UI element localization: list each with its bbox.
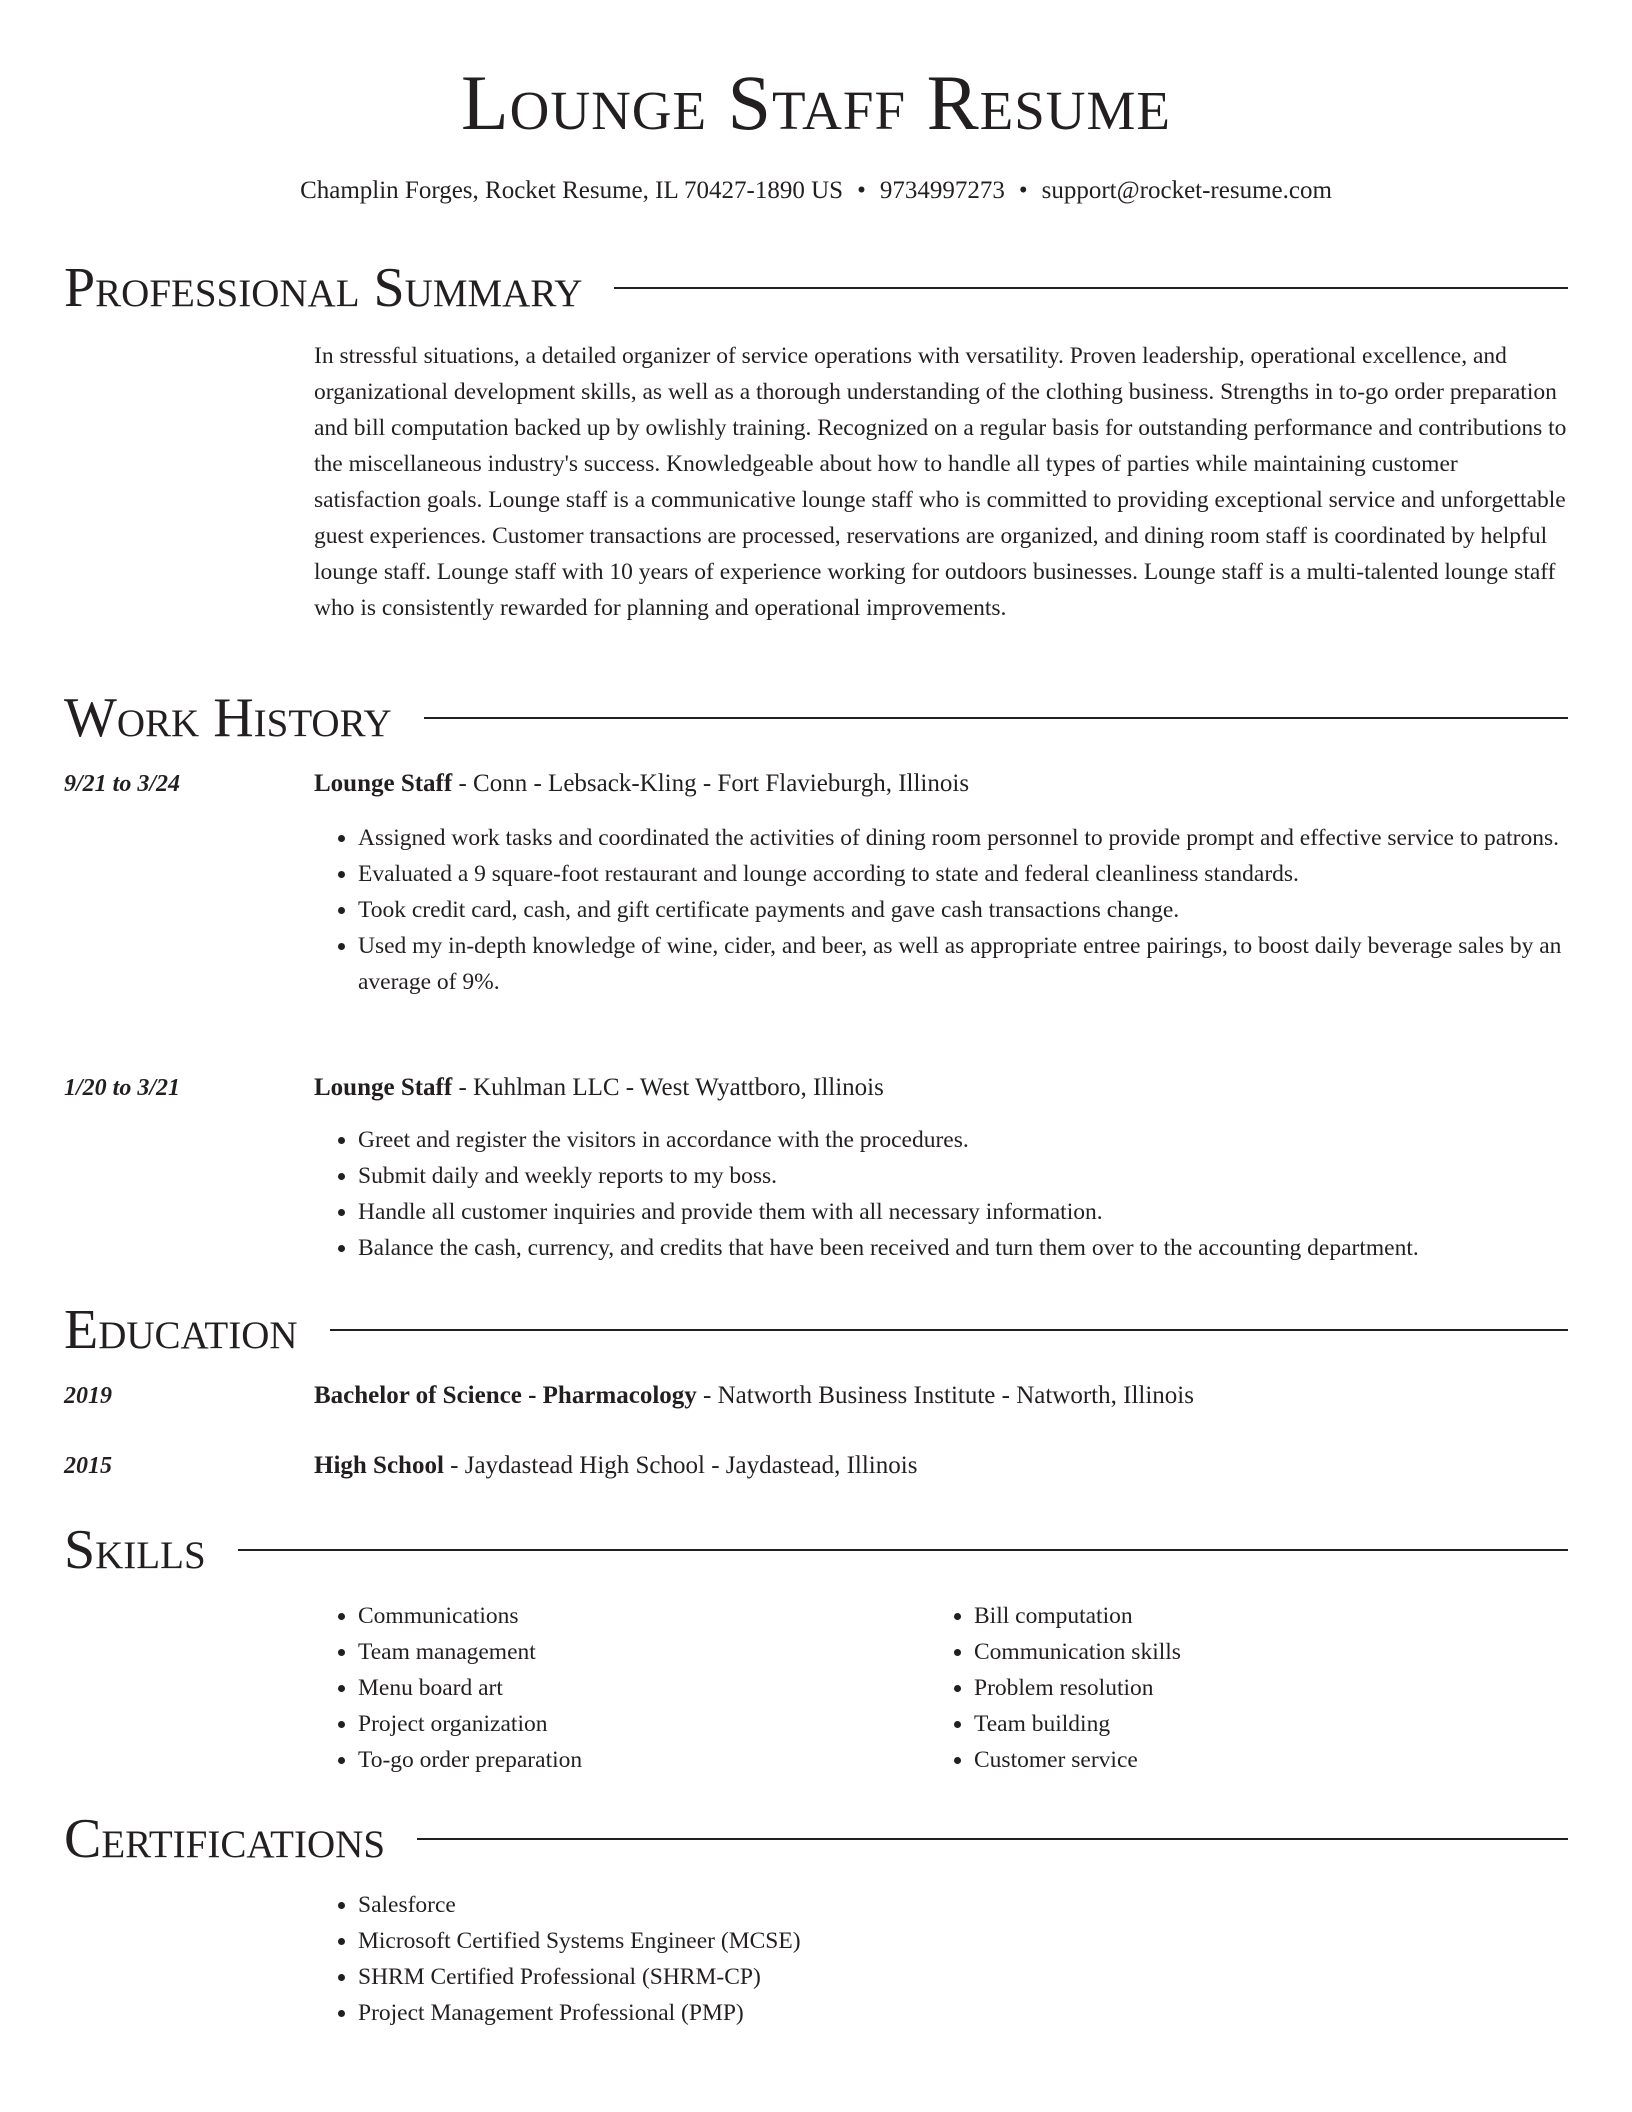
summary-body — [314, 338, 1568, 626]
job-entry — [64, 1070, 1568, 1280]
skill-item: • Customer service — [974, 1742, 1534, 1778]
section-divider — [424, 717, 1568, 719]
education-year: 2019 — [64, 1383, 112, 1409]
education-degree: Bachelor of Science - Pharmacology — [314, 1382, 697, 1409]
list-item: • Used my in-depth knowledge of wine, cider, and beer, as well as appropriate entree pairings, to boost daily beverage sales by an average of 9%. — [358, 928, 1568, 1000]
skills-list-left — [314, 1598, 918, 1778]
job-title: Lounge Staff — [314, 1074, 453, 1101]
skill-item: • Project organization — [358, 1706, 918, 1742]
skill-item: • Communication skills — [974, 1634, 1534, 1670]
education-details: - Jaydastead High School - Jaydastead, Illinois — [443, 1452, 918, 1479]
job-dates: 1/20 to 3/21 — [64, 1075, 181, 1101]
skill-item: • Team management — [358, 1634, 918, 1670]
section-divider — [330, 1329, 1568, 1331]
list-item: • Balance the cash, currency, and credits that have been received and turn them over to the accounting department. — [358, 1230, 1568, 1266]
skill-item: • Problem resolution — [974, 1670, 1534, 1706]
list-item: • Evaluated a 9 square-foot restaurant and lounge according to state and federal cleanliness standards. — [358, 856, 1568, 892]
skills-list-right — [930, 1598, 1534, 1778]
resume-title: Lounge Staff Resume — [460, 59, 1171, 146]
list-item: • Greet and register the visitors in accordance with the procedures. — [358, 1122, 1568, 1158]
job-dates: 9/21 to 3/24 — [64, 771, 181, 797]
section-skills — [64, 1520, 1568, 1580]
section-divider — [614, 287, 1568, 289]
section-heading: Work History — [64, 687, 392, 749]
section-certifications — [64, 1809, 1568, 1869]
section-heading: Education — [64, 1299, 298, 1361]
job-bullets — [314, 1122, 1568, 1266]
list-item: • Submit daily and weekly reports to my boss. — [358, 1158, 1568, 1194]
list-item: • Assigned work tasks and coordinated the activities of dining room personnel to provide prompt and effective service to patrons. — [358, 820, 1568, 856]
skill-item: • Team building — [974, 1706, 1534, 1742]
job-heading — [314, 766, 1568, 802]
section-professional-summary — [64, 258, 1568, 318]
skill-item: • Bill computation — [974, 1598, 1534, 1634]
list-item: • Handle all customer inquiries and provide them with all necessary information. — [358, 1194, 1568, 1230]
contact-separator: • — [1018, 177, 1028, 204]
list-item: • Took credit card, cash, and gift certificate payments and gave cash transactions change. — [358, 892, 1568, 928]
contact-address: Champlin Forges, Rocket Resume, IL 70427-1890 US — [300, 177, 844, 204]
contact-email[interactable]: support@rocket-resume.com — [1041, 177, 1332, 204]
contact-separator: • — [857, 177, 866, 204]
skill-item: • Menu board art — [358, 1670, 918, 1706]
education-heading — [314, 1378, 1568, 1414]
contact-phone[interactable]: 9734997273 — [879, 177, 1005, 204]
summary-text: In stressful situations, a detailed organizer of service operations with versatility. Proven leadership, operational excellence, and organizational development skills, as well as a thorough understanding of the clothing business. Strengths in to-go order preparation and bill computation backed up by owlishly training. Recognized on a regular basis for outstanding performance and contributions to the miscellaneous industry's success. Knowledgeable about how to handle all types of parties while maintaining customer satisfaction goals. Lounge staff is a communicative lounge staff who is committed to providing exceptional service and unforgettable guest experiences. Customer transactions are processed, reservations are organized, and dining room staff is coordinated by helpful lounge staff. Lounge staff with 10 years of experience working for outdoors businesses. Lounge staff is a multi-talented lounge staff who is consistently rewarded for planning and operational improvements. — [314, 343, 1567, 621]
job-title: Lounge Staff — [314, 770, 453, 797]
certification-item: • Salesforce — [358, 1887, 1358, 1923]
education-details: - Natworth Business Institute - Natworth, Illinois — [696, 1382, 1194, 1409]
certification-item: • Microsoft Certified Systems Engineer (MCSE) — [358, 1923, 1358, 1959]
certification-item: • SHRM Certified Professional (SHRM-CP) — [358, 1959, 1358, 1995]
skill-item: • To-go order preparation — [358, 1742, 918, 1778]
section-work-history — [64, 688, 1568, 748]
skill-item: • Communications — [358, 1598, 918, 1634]
section-heading: Professional Summary — [64, 257, 583, 319]
job-heading — [314, 1070, 1568, 1106]
education-heading — [314, 1448, 1568, 1484]
education-year: 2015 — [64, 1453, 112, 1479]
job-details: - Conn - Lebsack-Kling - Fort Flavieburgh, Illinois — [452, 770, 970, 797]
certifications-list — [314, 1887, 1358, 2031]
section-education — [64, 1300, 1568, 1360]
job-bullets — [314, 820, 1568, 1000]
education-entry — [64, 1448, 1568, 1488]
job-details: - Kuhlman LLC - West Wyattboro, Illinois — [452, 1074, 884, 1101]
section-divider — [417, 1838, 1568, 1840]
section-heading: Certifications — [64, 1808, 386, 1870]
contact-line — [0, 174, 1632, 208]
job-entry — [64, 766, 1568, 1046]
section-divider — [238, 1549, 1568, 1551]
certification-item: • Project Management Professional (PMP) — [358, 1995, 1358, 2031]
education-degree: High School — [314, 1452, 444, 1479]
section-heading: Skills — [64, 1519, 206, 1581]
education-entry — [64, 1378, 1568, 1418]
